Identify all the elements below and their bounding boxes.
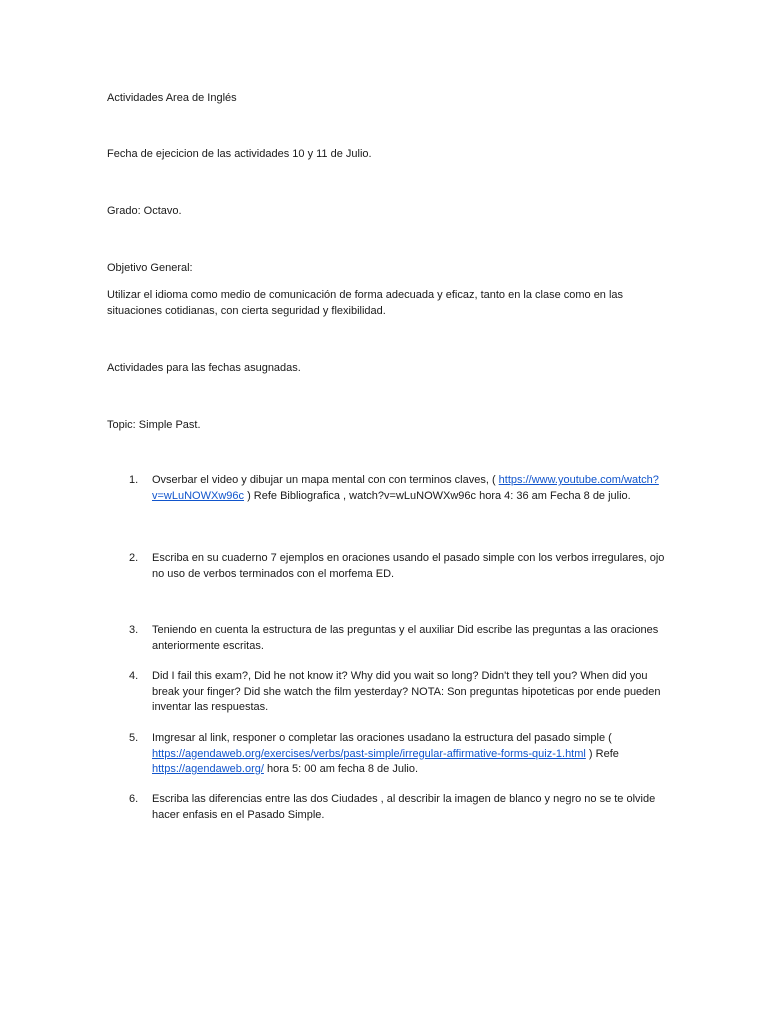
list-number: 1. [129, 474, 139, 486]
list-item-body [152, 731, 667, 778]
list-item-text: hora 5: 00 am fecha 8 de Julio. [263, 763, 419, 775]
list-item-text: Did I fail this exam?, Did he not know it? Why did you wait so long? Didn't they tell you? When did you break your finger? Did she watch the film yesterday? NOTA: Son preguntas hipoteticas por ende pueden inventar las respuestas. [152, 670, 661, 713]
grado-line: Grado: Octavo. [107, 205, 182, 217]
topic-line: Topic: Simple Past. [107, 419, 201, 431]
list-item-body [152, 473, 667, 504]
list-item-text: Escriba en su cuaderno 7 ejemplos en oraciones usando el pasado simple con los verbos irregulares, ojo no uso de verbos terminados con el morfema ED. [152, 552, 665, 580]
document-title: Actividades Area de Inglés [107, 92, 237, 104]
fecha-line: Fecha de ejecicion de las actividades 10 y 11 de Julio. [107, 148, 372, 160]
youtube-link[interactable]: https://www.youtube.com/watch?v=wLuNOWXw96c [152, 474, 659, 502]
list-number: 5. [129, 732, 139, 744]
objetivo-text: Utilizar el idioma como medio de comunicación de forma adecuada y eficaz, tanto en la clase como en las situaciones cotidianas, con cierta seguridad y flexibilidad. [107, 289, 624, 317]
list-item-text: Ovserbar el video y dibujar un mapa mental con con terminos claves, ( [152, 474, 499, 486]
agendaweb-quiz-link[interactable]: https://agendaweb.org/exercises/verbs/past-simple/irregular-affirmative-forms-quiz-1.html [152, 747, 586, 760]
list-number: 6. [129, 793, 139, 805]
list-item-text: Escriba las diferencias entre las dos Ciudades , al describir la imagen de blanco y negro no se te olvide hacer enfasis en el Pasado Simple. [152, 793, 656, 821]
agendaweb-home-link[interactable]: https://agendaweb.org/ [152, 763, 264, 775]
list-item-text: Imgresar al link, responer o completar las oraciones usadano la estructura del pasado simple ( [152, 732, 612, 744]
list-number: 4. [129, 670, 139, 682]
list-number: 2. [129, 552, 139, 564]
actividades-label: Actividades para las fechas asugnadas. [107, 362, 301, 374]
objetivo-label: Objetivo General: [107, 262, 193, 274]
list-item-text: Teniendo en cuenta la estructura de las preguntas y el auxiliar Did escribe las preguntas a las oraciones anteriormente escritas. [152, 624, 659, 652]
list-item-text: ) Refe Bibliografica , watch?v=wLuNOWXw96c hora 4: 36 am Fecha 8 de julio. [244, 489, 631, 502]
list-number: 3. [129, 624, 139, 636]
list-item-text: ) Refe [585, 747, 619, 760]
